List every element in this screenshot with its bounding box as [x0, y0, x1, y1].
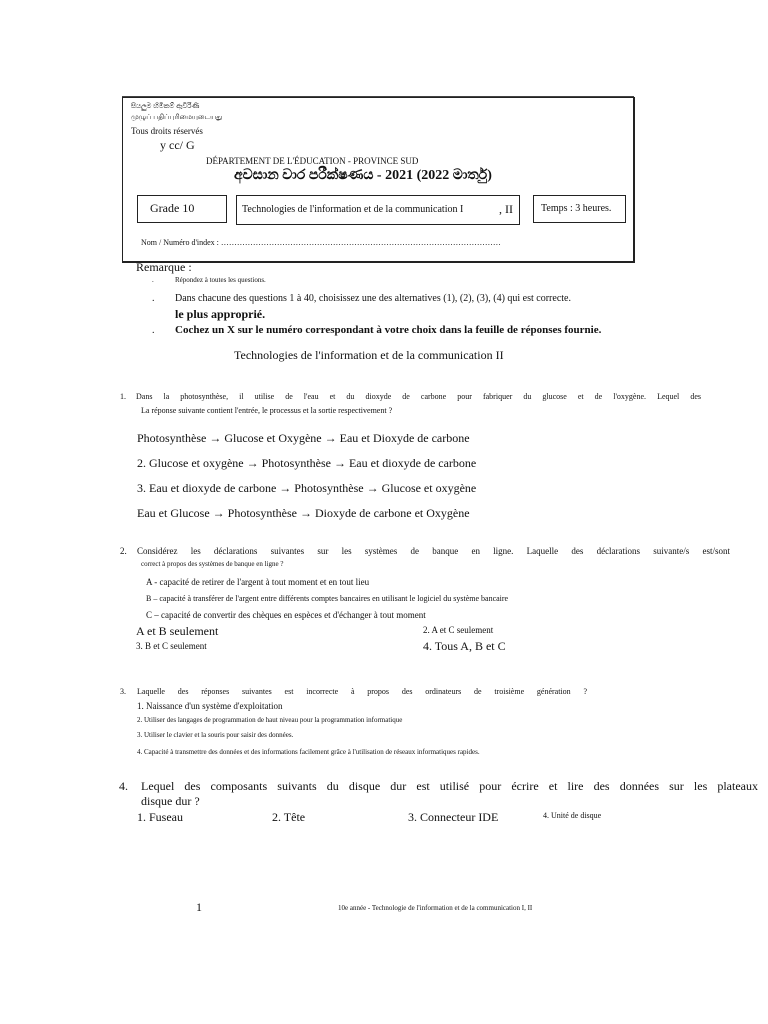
department-name: DÉPARTEMENT DE L'ÉDUCATION - PROVINCE SUD — [206, 156, 419, 166]
subject-suffix: , II — [499, 202, 513, 216]
remark-item-4: Cochez un X sur le numéro correspondant à votre choix dans la feuille de réponses fournie. — [175, 324, 602, 336]
question-2-text-cont: correct à propos des systèmes de banque en ligne ? — [141, 560, 284, 568]
question-2-option-3[interactable]: 3. B et C seulement — [136, 641, 207, 651]
question-1-text: Dans la photosynthèse, il utilise de l'eau et du dioxyde de carbone pour fabriquer du glucose et de l'oxygène. Lequel des — [136, 392, 701, 401]
question-4-option-3[interactable]: 3. Connecteur IDE — [408, 810, 499, 824]
question-1-number: 1. — [120, 392, 126, 401]
paper-code: y cc/ G — [160, 138, 195, 152]
name-index-line: Nom / Numéro d'index : …………………………………………………………………………………………… — [141, 238, 501, 247]
question-2-statement-c: C – capacité de convertir des chèques en espèces et d'échanger à tout moment — [146, 610, 426, 620]
question-2-number: 2. — [120, 546, 127, 556]
question-1-option-1[interactable]: Photosynthèse → Glucose et Oxygène → Eau et Dioxyde de carbone — [137, 431, 470, 445]
question-1-text-cont: La réponse suivante contient l'entrée, le processus et la sortie respectivement ? — [141, 406, 393, 415]
remark-bullet: . — [152, 276, 154, 284]
question-2-option-4[interactable]: 4. Tous A, B et C — [423, 639, 506, 653]
question-3-option-1[interactable]: 1. Naissance d'un système d'exploitation — [137, 701, 283, 711]
time-box — [533, 195, 626, 223]
question-1-option-2[interactable]: 2. Glucose et oxygène → Photosynthèse → Eau et dioxyde de carbone — [137, 456, 477, 470]
page-number: 1 — [196, 900, 202, 914]
grade-box — [137, 195, 227, 223]
question-2-text: Considérez les déclarations suivantes sur les systèmes de banque en ligne. Laquelle des déclarations suivante/s est/sont — [137, 546, 730, 556]
exam-title: අවසාන වාර පරීක්ෂණය - 2021 (2022 මාර්තු) — [234, 168, 492, 183]
question-3-option-4[interactable]: 4. Capacité à transmettre des données et des informations facilement grâce à l'utilisation de réseaux informatiques rapides. — [137, 748, 480, 756]
section-title: Technologies de l'information et de la communication II — [234, 348, 504, 362]
remark-item-1: Répondez à toutes les questions. — [175, 276, 266, 284]
tamil-rights: முழுப் பதிப்புரிமையுடையது — [131, 113, 223, 121]
question-4-text-cont: disque dur ? — [141, 794, 200, 808]
subject-box — [236, 195, 520, 225]
question-4-option-4[interactable]: 4. Unité de disque — [543, 811, 602, 820]
question-4-option-1[interactable]: 1. Fuseau — [137, 810, 183, 824]
question-4-text: Lequel des composants suivants du disque dur est utilisé pour écrire et lire des données sur les plateaux — [141, 779, 758, 793]
remark-bullet: . — [152, 325, 155, 336]
question-2-option-2[interactable]: 2. A et C seulement — [423, 625, 494, 635]
question-1-option-3[interactable]: 3. Eau et dioxyde de carbone → Photosynthèse → Glucose et oxygène — [137, 481, 477, 495]
question-3-option-2[interactable]: 2. Utiliser des langages de programmation de haut niveau pour la programmation informatique — [137, 716, 403, 724]
question-4-option-2[interactable]: 2. Tête — [272, 810, 306, 824]
question-2-statement-b: B – capacité à transférer de l'argent entre différents comptes bancaires en utilisant le logiciel du système bancaire — [146, 594, 509, 603]
question-3-option-3[interactable]: 3. Utiliser le clavier et la souris pour saisir des données. — [137, 731, 294, 739]
question-2-option-1[interactable]: A et B seulement — [136, 624, 219, 638]
rights-reserved: Tous droits réservés — [131, 126, 203, 136]
remark-item-2: Dans chacune des questions 1 à 40, choisissez une des alternatives (1), (2), (3), (4) qui est correcte. — [175, 293, 571, 304]
subject-label: Technologies de l'information et de la communication I — [242, 204, 464, 215]
question-3-number: 3. — [120, 687, 126, 696]
question-1-option-4[interactable]: Eau et Glucose → Photosynthèse → Dioxyde de carbone et Oxygène — [137, 506, 470, 520]
footer-caption: 10e année - Technologie de l'information et de la communication I, II — [338, 904, 533, 912]
question-2-statement-a: A - capacité de retirer de l'argent à tout moment et en tout lieu — [146, 577, 370, 587]
question-4-number: 4. — [119, 779, 128, 793]
remark-bullet: . — [152, 293, 155, 304]
remark-item-3: le plus approprié. — [175, 307, 266, 321]
question-3-text: Laquelle des réponses suivantes est incorrecte à propos des ordinateurs de troisième génération ? — [137, 687, 587, 696]
time-label: Temps : 3 heures. — [541, 203, 612, 214]
grade-label: Grade 10 — [150, 201, 195, 215]
remarks-title: Remarque : — [136, 260, 192, 274]
sinhala-rights: සියලුම හිමිකම් ඇවිරිණි — [131, 102, 200, 110]
